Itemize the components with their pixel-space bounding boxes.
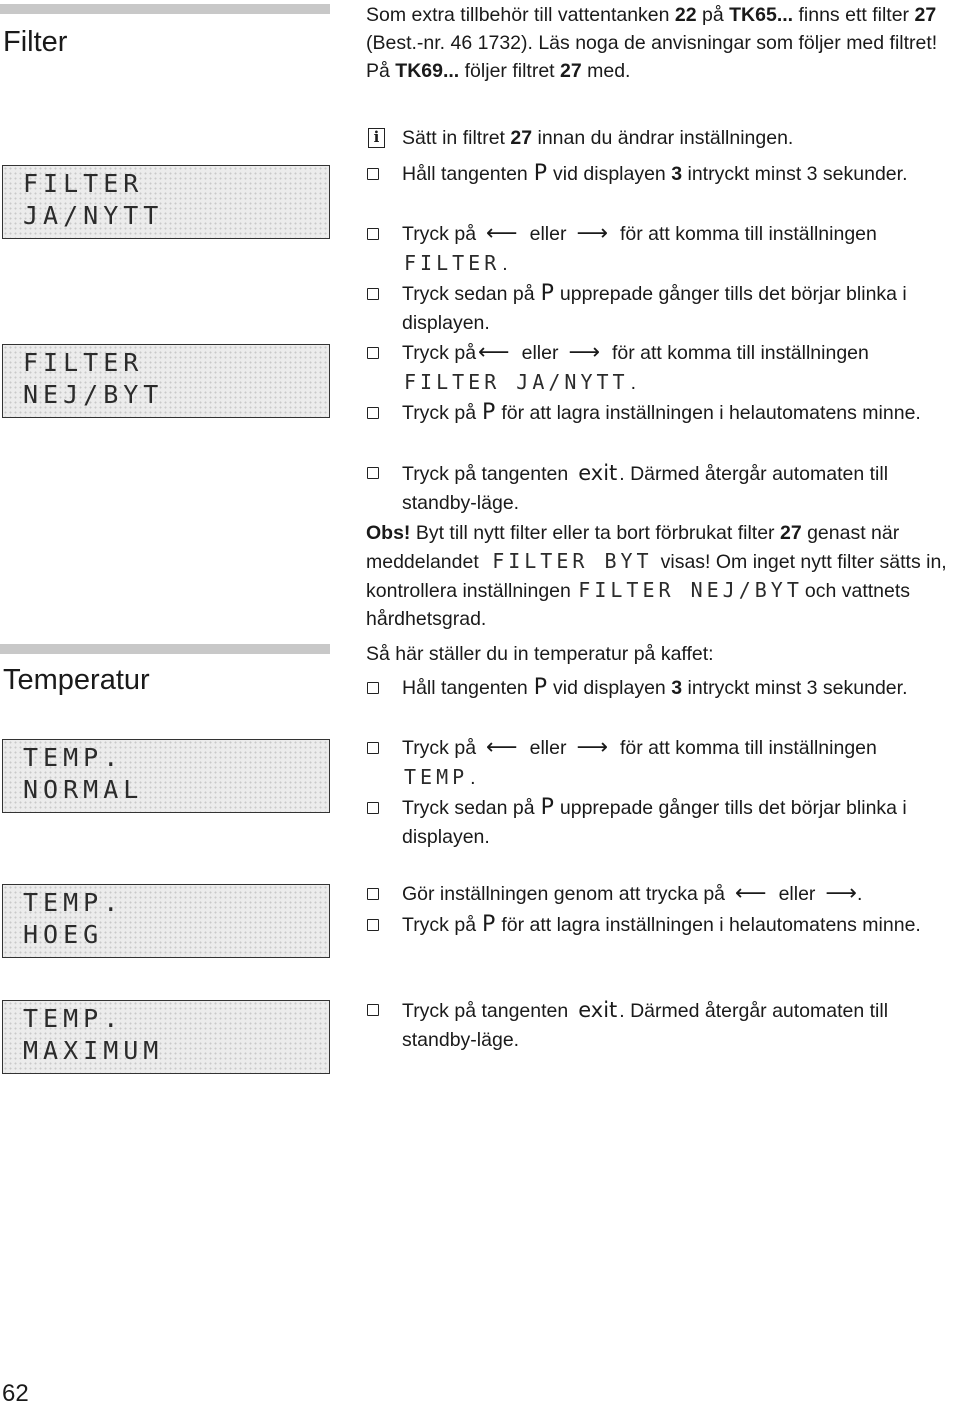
p-key-icon: P	[482, 912, 496, 937]
checkbox-bullet-icon	[367, 407, 379, 419]
display-text: FILTER	[404, 250, 501, 275]
temp-step-1: Håll tangenten P vid displayen 3 intryckt minst 3 sekunder.	[366, 674, 960, 703]
temp-step-4: Gör inställningen genom att trycka på ⟵ eller ⟶.	[366, 880, 960, 909]
lcd-display-temp-maximum	[2, 1000, 330, 1074]
arrow-left-icon: ⟵	[486, 735, 518, 760]
temp-step-2: Tryck på ⟵ eller ⟶ för att komma till inställningen TEMP .	[366, 734, 960, 792]
p-key-icon: P	[533, 161, 548, 186]
filter-step-6: Tryck på tangenten exit . Därmed återgår automaten till standby-läge.	[366, 459, 960, 517]
checkbox-bullet-icon	[367, 467, 379, 479]
arrow-right-icon: ⟶	[825, 881, 857, 906]
lcd-display-filter-ja-nytt	[2, 165, 330, 239]
temp-step-3: Tryck sedan på P upprepade gånger tills det börjar blinka i displayen.	[366, 794, 960, 851]
info-icon: i	[368, 128, 385, 148]
lcd-line-2: HOEG	[23, 920, 104, 949]
temp-step-5: Tryck på P för att lagra inställningen i helautomatens minne.	[366, 911, 960, 940]
lcd-line-1: TEMP.	[23, 1004, 124, 1033]
lcd-line-1: FILTER	[23, 348, 144, 377]
arrow-right-icon: ⟶	[576, 221, 608, 246]
checkbox-bullet-icon	[367, 888, 379, 900]
arrow-right-icon: ⟶	[568, 340, 600, 365]
temperatur-heading: Temperatur	[3, 664, 150, 696]
checkbox-bullet-icon	[367, 802, 379, 814]
temp-intro: Så här ställer du in temperatur på kaffet:	[366, 643, 714, 665]
lcd-display-filter-nej-byt	[2, 344, 330, 418]
temp-step-6: Tryck på tangenten exit . Därmed återgår automaten till standby-läge.	[366, 996, 960, 1054]
filter-step-1: Håll tangenten P vid displayen 3 intryckt minst 3 sekunder.	[366, 160, 960, 189]
checkbox-bullet-icon	[367, 168, 379, 180]
exit-key-icon: exit	[578, 461, 618, 485]
lcd-line-1: FILTER	[23, 169, 144, 198]
display-text: TEMP	[404, 764, 469, 789]
p-key-icon: P	[533, 675, 548, 700]
lcd-line-1: TEMP.	[23, 888, 124, 917]
arrow-left-icon: ⟵	[478, 340, 510, 365]
checkbox-bullet-icon	[367, 228, 379, 240]
filter-info-note: Sätt in filtret 27 innan du ändrar inställningen.	[402, 127, 794, 149]
arrow-right-icon: ⟶	[576, 735, 608, 760]
display-text: FILTER BYT	[492, 549, 653, 573]
lcd-display-temp-hoeg	[2, 884, 330, 958]
checkbox-bullet-icon	[367, 347, 379, 359]
p-key-icon: P	[540, 795, 554, 820]
lcd-display-temp-normal	[2, 739, 330, 813]
filter-step-2: Tryck på ⟵ eller ⟶ för att komma till inställningen FILTER .	[366, 220, 960, 278]
filter-step-5: Tryck på P för att lagra inställningen i helautomatens minne.	[366, 399, 960, 428]
arrow-left-icon: ⟵	[735, 881, 767, 906]
section-divider-filter	[0, 4, 330, 14]
checkbox-bullet-icon	[367, 919, 379, 931]
checkbox-bullet-icon	[367, 288, 379, 300]
lcd-line-2: JA/NYTT	[23, 201, 164, 230]
lcd-line-2: NORMAL	[23, 775, 144, 804]
p-key-icon: P	[540, 281, 554, 306]
exit-key-icon: exit	[578, 998, 618, 1022]
checkbox-bullet-icon	[367, 682, 379, 694]
checkbox-bullet-icon	[367, 742, 379, 754]
lcd-line-2: MAXIMUM	[23, 1036, 164, 1065]
filter-heading: Filter	[3, 26, 68, 58]
checkbox-bullet-icon	[367, 1004, 379, 1016]
filter-obs-note: Obs! Byt till nytt filter eller ta bort förbrukat filter 27 genast när meddelandet FILTER BYT visas! Om inget nytt filter sätts in, kontrollera inställningen FILTER NEJ/BYT och vattnets hårdhetsgrad.	[366, 522, 947, 630]
page-number: 62	[2, 1380, 29, 1407]
display-text: FILTER NEJ/BYT	[578, 578, 803, 602]
filter-intro: Som extra tillbehör till vattentanken 22 på TK65... finns ett filter 27 (Best.-nr. 46 1732). Läs noga de anvisningar som följer med filtret! På TK69... följer filtret 27 med.	[366, 4, 938, 82]
filter-step-3: Tryck sedan på P upprepade gånger tills det börjar blinka i displayen.	[366, 280, 960, 337]
section-divider-temp	[0, 644, 330, 654]
lcd-line-2: NEJ/BYT	[23, 380, 164, 409]
lcd-line-1: TEMP.	[23, 743, 124, 772]
filter-step-4: Tryck på⟵ eller ⟶ för att komma till inställningen FILTER JA/NYTT .	[366, 339, 960, 397]
display-text: FILTER JA/NYTT	[404, 369, 629, 394]
p-key-icon: P	[482, 400, 496, 425]
arrow-left-icon: ⟵	[486, 221, 518, 246]
